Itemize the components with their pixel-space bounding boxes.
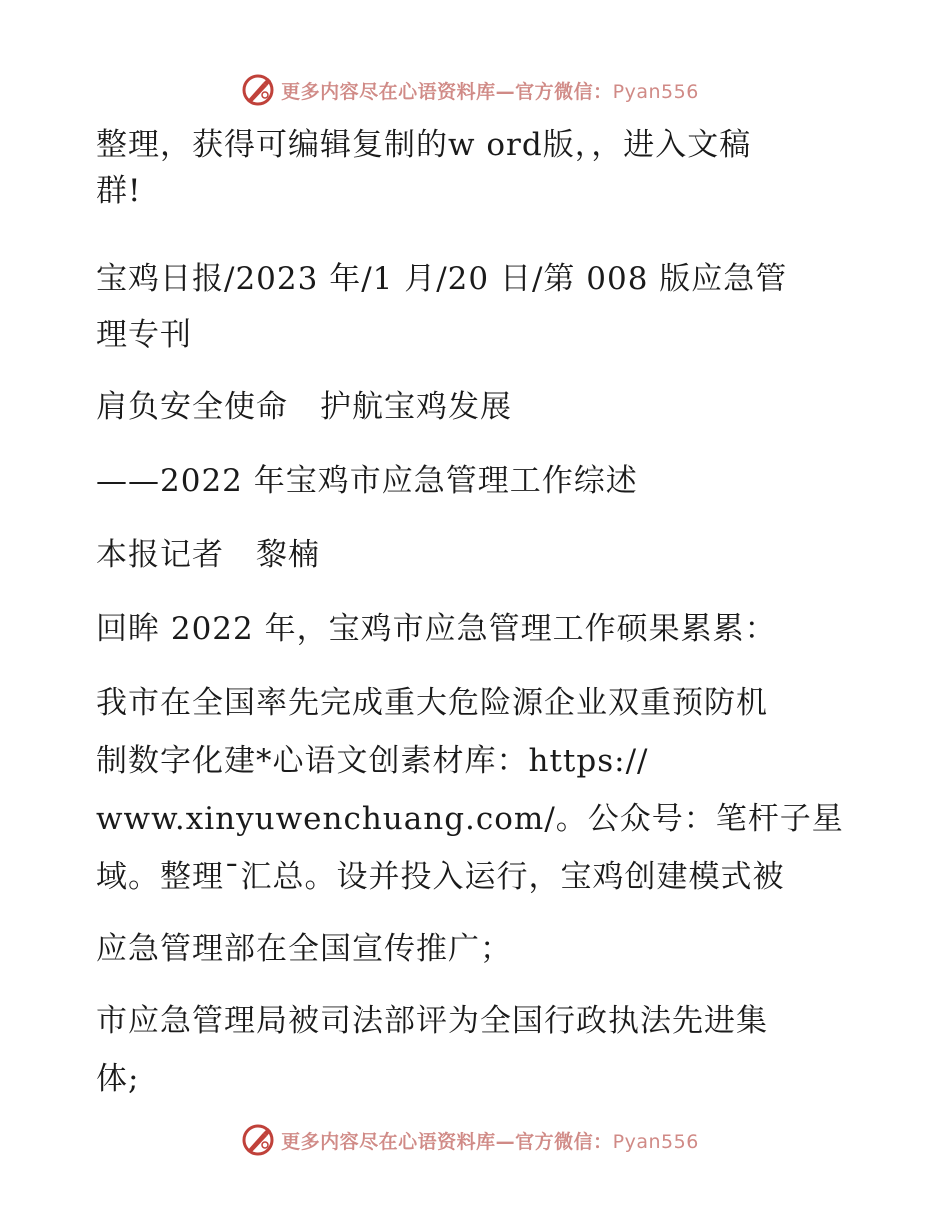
text-line: 体; bbox=[96, 1061, 140, 1097]
header-banner bbox=[0, 70, 950, 110]
article-subtitle: ——2022 年宝鸡市应急管理工作综述 bbox=[96, 463, 638, 499]
byline: 本报记者 黎楠 bbox=[96, 537, 320, 573]
pen-logo-icon bbox=[241, 1123, 275, 1157]
banner-text bbox=[281, 77, 699, 104]
text-line: 制数字化建*心语文创素材库：https:// bbox=[96, 743, 649, 779]
wechat-id: Pyan556 bbox=[612, 80, 699, 103]
text-line: 回眸 2022 年，宝鸡市应急管理工作硕果累累： bbox=[96, 611, 777, 647]
article-title: 肩负安全使命 护航宝鸡发展 bbox=[96, 389, 512, 425]
text-line: www.xinyuwenchuang.com/。公众号：笔杆子星 bbox=[96, 801, 844, 837]
text-line: 理专刊 bbox=[96, 317, 192, 353]
text-line: 应急管理部在全国宣传推广； bbox=[96, 931, 512, 967]
pen-logo-icon bbox=[241, 73, 275, 107]
banner-label: 更多内容尽在心语资料库—官方微信： bbox=[281, 1130, 613, 1153]
document-body bbox=[96, 122, 856, 1102]
text-line: 群! bbox=[96, 173, 142, 209]
footer-banner-content bbox=[241, 1123, 699, 1157]
banner-text bbox=[281, 1127, 699, 1154]
wechat-id: Pyan556 bbox=[612, 1130, 699, 1153]
text-line: 宝鸡日报/2023 年/1 月/20 日/第 008 版应急管 bbox=[96, 261, 788, 297]
banner-label: 更多内容尽在心语资料库—官方微信： bbox=[281, 80, 613, 103]
text-line: 我市在全国率先完成重大危险源企业双重预防机 bbox=[96, 685, 768, 721]
text-line: 整理，获得可编辑复制的w ord版，，进入文稿 bbox=[96, 127, 752, 163]
text-line: 市应急管理局被司法部评为全国行政执法先进集 bbox=[96, 1003, 768, 1039]
header-banner-content bbox=[241, 73, 699, 107]
text-line: 域。整理¯汇总。设并投入运行，宝鸡创建模式被 bbox=[96, 859, 785, 895]
footer-banner bbox=[0, 1120, 950, 1160]
